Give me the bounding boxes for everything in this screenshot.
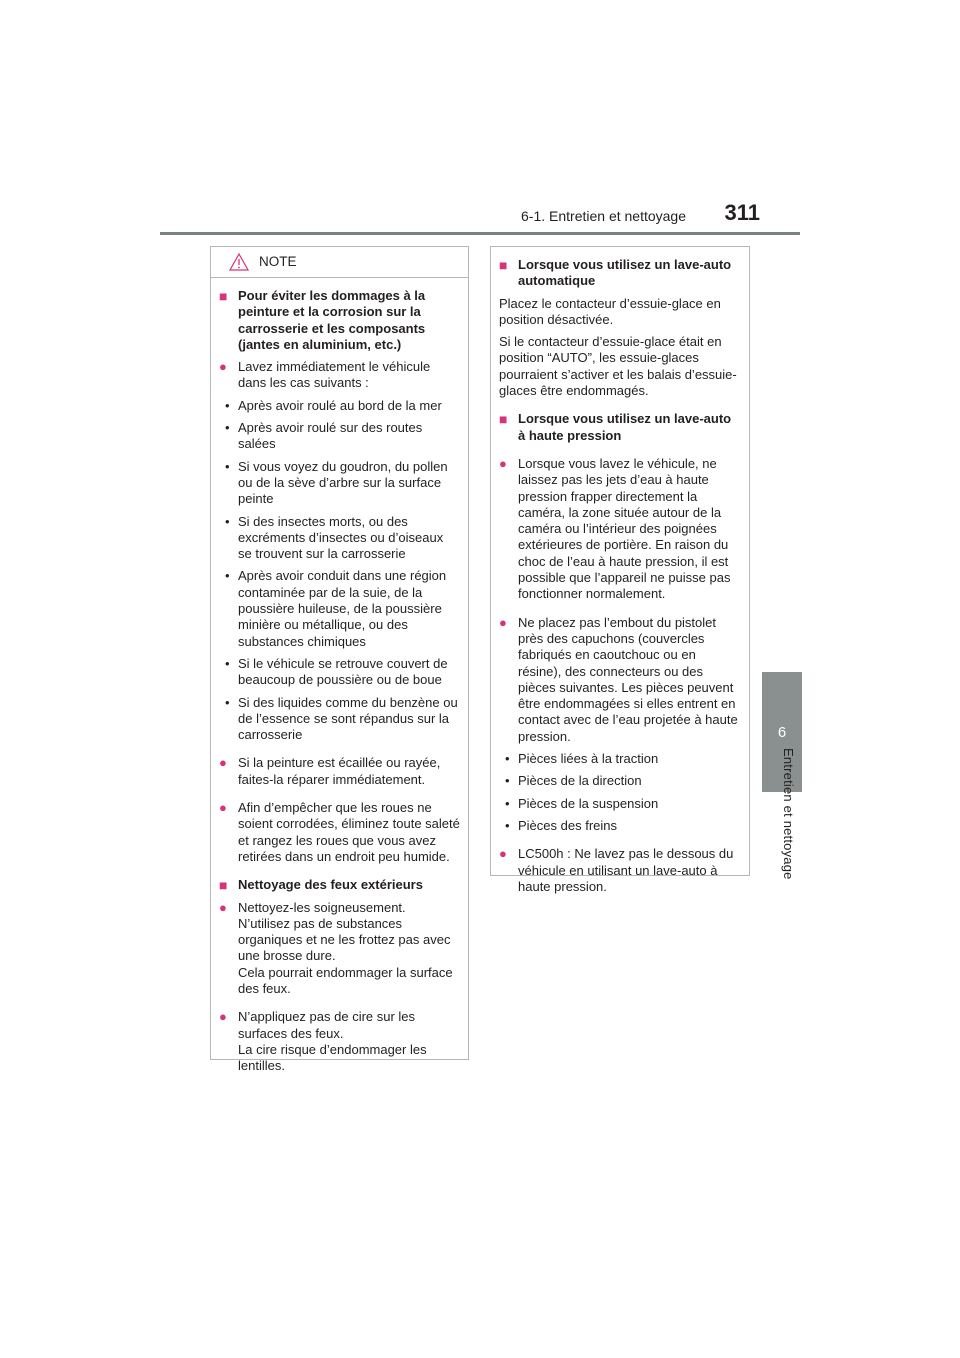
page-number: 311: [724, 200, 760, 225]
sub-item-text: Si des insectes morts, ou des excréments d’insectes ou d’oiseaux se trouvent sur la carrosserie: [238, 513, 444, 562]
heading-text: Nettoyage des feux extérieurs: [238, 877, 423, 893]
square-bullet-icon: ■: [499, 257, 508, 273]
square-bullet-icon: ■: [219, 288, 228, 304]
sub-item: • Si des insectes morts, ou des excréments d’insectes ou d’oiseaux se trouvent sur la carrosserie: [225, 513, 444, 562]
list-item: [219, 755, 460, 788]
item-text: Si la peinture est écaillée ou rayée, faites-la réparer immédiatement.: [238, 755, 441, 787]
sub-item-text: Si des liquides comme du benzène ou de l’essence se sont répandus sur la carrosserie: [238, 694, 458, 743]
circle-bullet-icon: ●: [219, 1009, 227, 1025]
item-text: Ne placez pas l’embout du pistolet près des capuchons (couvercles fabriqués en caoutchouc ou en résine), des connecteurs ou des pièces suivantes. Les pièces peuvent être endommagées si elles entrent en contact avec de l’eau projetée à haute pression.: [518, 614, 738, 744]
sub-item: • Pièces de la direction: [505, 773, 642, 789]
circle-bullet-icon: ●: [499, 846, 507, 862]
item-text-continued: La cire risque d’endommager les lentilles.: [238, 1041, 427, 1074]
list-item: [219, 1009, 460, 1074]
circle-bullet-icon: ●: [219, 899, 227, 915]
chapter-label: Entretien et nettoyage: [781, 748, 796, 880]
item-text: N’appliquez pas de cire sur les surfaces des feux.: [238, 1009, 416, 1041]
sub-item-text: Après avoir conduit dans une région contaminée par de la suie, de la poussière huileuse, de la poussière minière ou métallique, ou des substances chimiques: [238, 568, 447, 649]
note-content: [211, 278, 468, 1074]
sub-item: • Si vous voyez du goudron, du pollen ou de la sève d’arbre sur la surface peinte: [225, 458, 448, 507]
warning-triangle-icon: [229, 253, 249, 271]
heading-text: Pour éviter les dommages à la peinture et la corrosion sur la carrosserie et les composants (jantes en aluminium, etc.): [238, 288, 426, 352]
sub-item: • Pièces de la suspension: [505, 795, 659, 811]
circle-bullet-icon: ●: [219, 800, 227, 816]
circle-bullet-icon: ●: [219, 755, 227, 771]
sub-item-text: Pièces de la suspension: [518, 795, 659, 811]
circle-bullet-icon: ●: [219, 359, 227, 375]
sub-item-text: Après avoir roulé au bord de la mer: [238, 397, 442, 413]
section-heading: [499, 257, 741, 290]
heading-text: Lorsque vous utilisez un lave-auto automatique: [518, 257, 732, 289]
section-heading: [219, 877, 460, 893]
square-bullet-icon: ■: [499, 411, 508, 428]
sub-item-text: Si vous voyez du goudron, du pollen ou de la sève d’arbre sur la surface peinte: [238, 458, 448, 507]
info-box: [490, 246, 750, 894]
list-item: [499, 615, 741, 745]
sub-item: • Après avoir roulé au bord de la mer: [225, 397, 442, 413]
item-text: Lavez immédiatement le véhicule dans les cas suivants :: [238, 359, 431, 391]
sub-item-text: Pièces de la direction: [518, 773, 642, 789]
square-bullet-icon: ■: [219, 877, 228, 894]
circle-bullet-icon: ●: [499, 455, 507, 471]
list-item: [499, 456, 741, 603]
item-text-continued: Cela pourrait endommager la surface des feux.: [238, 964, 453, 996]
sub-item-text: Si le véhicule se retrouve couvert de beaucoup de poussière ou de boue: [238, 655, 448, 688]
sub-item: • Après avoir conduit dans une région contaminée par de la suie, de la poussière huileuse, de la poussière minière ou métallique, ou des substances chimiques: [225, 568, 447, 649]
paragraph: Si le contacteur d’essuie-glace était en position “AUTO”, les essuie-glaces pourraient s’activer et les balais d’essuie-glaces être endommagés.: [499, 334, 737, 399]
item-text: Nettoyez-les soigneusement. N’utilisez pas de substances organiques et ne les frottez pas avec une brosse dure.: [238, 899, 451, 964]
sub-item-text: Après avoir roulé sur des routes salées: [238, 420, 423, 452]
sub-item: • Si le véhicule se retrouve couvert de beaucoup de poussière ou de boue: [225, 655, 448, 688]
item-text: Afin d’empêcher que les roues ne soient corrodées, éliminez toute saleté et rangez les roues que vous avez retirées dans un endroit peu humide.: [238, 800, 460, 864]
item-text: Lorsque vous lavez le véhicule, ne laissez pas les jets d’eau à haute pression frapper directement la caméra, la zone située autour de la caméra ou l’intérieur des poignées extérieures de portière. En raison du choc de l’eau à haute pression, il est possible que l’appareil ne puisse pas fonctionner normalement.: [518, 455, 731, 602]
note-label: NOTE: [259, 254, 297, 269]
header-rule: [160, 232, 800, 235]
sub-item: • Si des liquides comme du benzène ou de l’essence se sont répandus sur la carrosserie: [225, 694, 458, 743]
circle-bullet-icon: ●: [499, 614, 507, 630]
section-heading: [219, 288, 460, 353]
chapter-number: 6: [777, 723, 787, 741]
heading-text: Lorsque vous utilisez un lave-auto à haute pression: [518, 411, 732, 443]
sub-item-text: Pièces liées à la traction: [518, 751, 659, 767]
info-content: [491, 247, 749, 895]
section-heading: [499, 411, 741, 444]
list-item: [499, 846, 741, 895]
item-text: LC500h : Ne lavez pas le dessous du véhicule en utilisant un lave-auto à haute pression.: [518, 846, 734, 894]
list-item: [219, 900, 460, 998]
note-box: [210, 246, 469, 1074]
section-title: 6-1. Entretien et nettoyage: [521, 208, 686, 224]
sub-item: • Après avoir roulé sur des routes salées: [225, 420, 423, 452]
sub-item: • Pièces des freins: [505, 817, 617, 833]
sub-item: • Pièces liées à la traction: [505, 751, 659, 767]
list-item: [219, 359, 460, 392]
list-item: [219, 800, 460, 865]
note-header: [211, 247, 468, 278]
paragraph: Placez le contacteur d’essuie-glace en position désactivée.: [499, 295, 721, 327]
sub-item-text: Pièces des freins: [518, 817, 617, 833]
